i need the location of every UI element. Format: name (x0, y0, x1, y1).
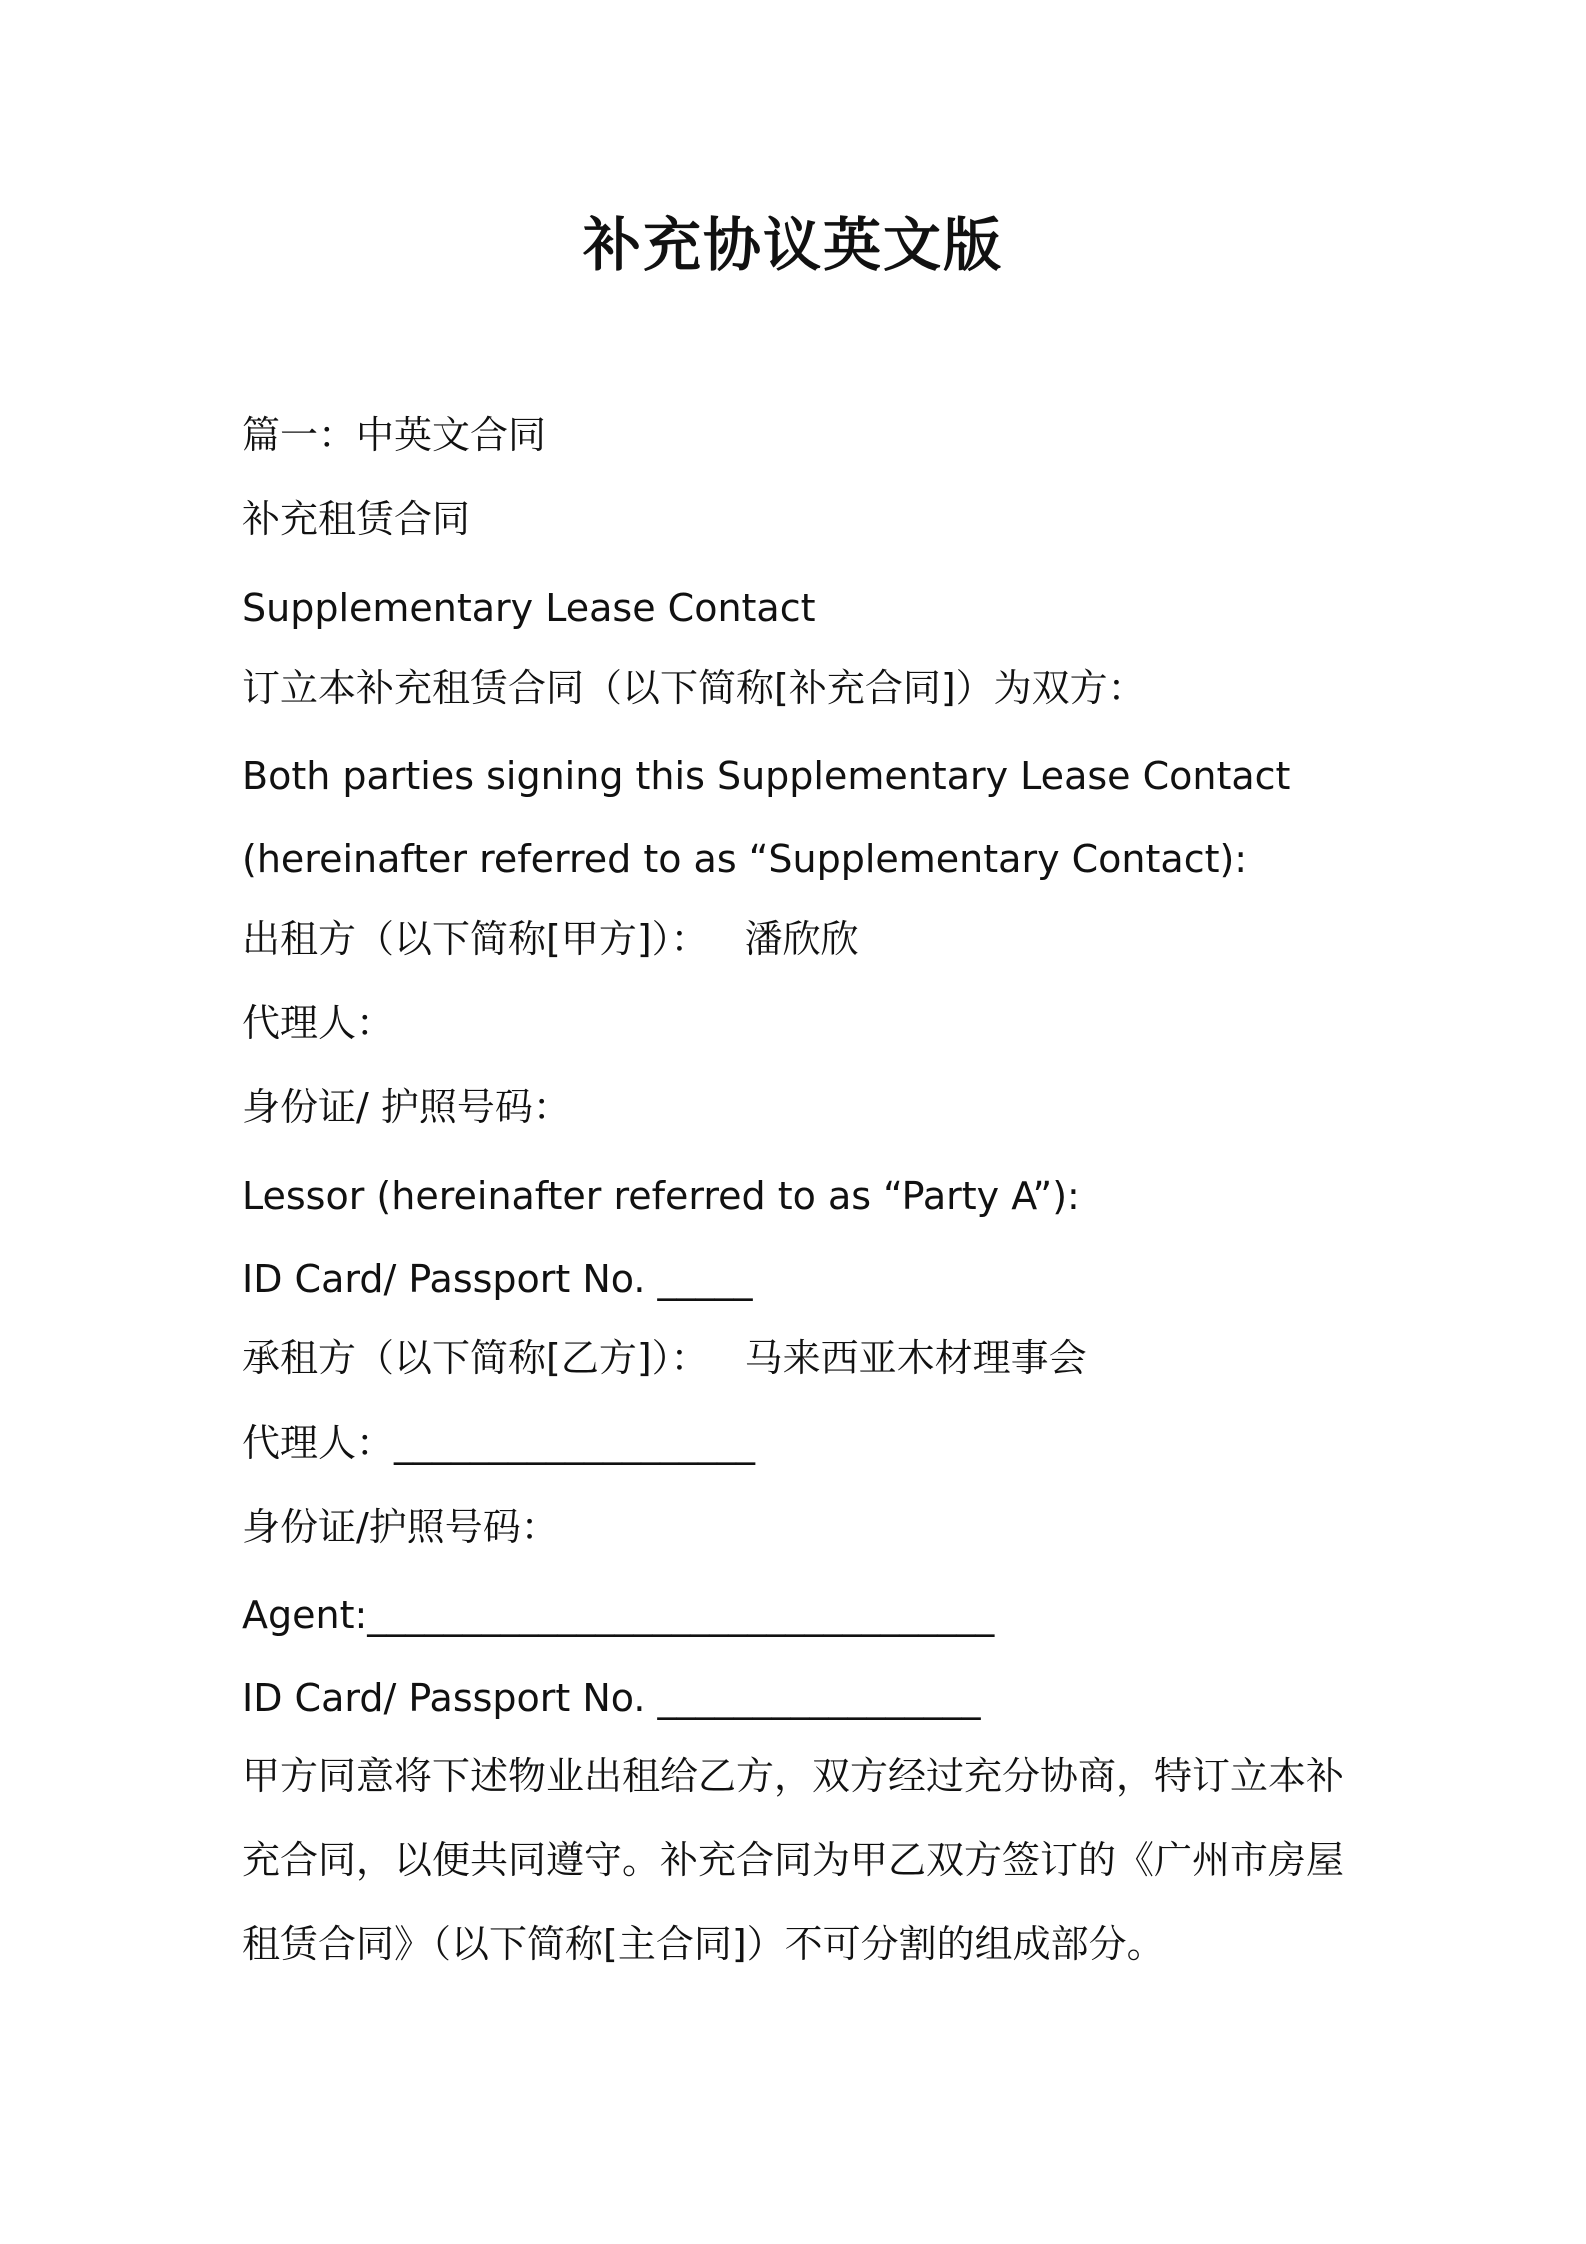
lessor-line (242, 914, 1362, 964)
lessee-id-label-en: ID Card/ Passport No. _________________ (242, 1676, 981, 1720)
lessor-id-label-zh: 身份证/ 护照号码： (242, 1085, 571, 1129)
lessee-line (242, 1333, 1362, 1383)
lessee-agent-label-en: Agent:_________________________________ (242, 1593, 995, 1637)
closing-paragraph: 甲方同意将下述物业出租给乙方，双方经过充分协商，特订立本补充合同，以便共同遵守。补充合同为甲乙双方签订的《广州市房屋租赁合同》（以下简称[主合同]）不可分割的组成部分。 (242, 1754, 1345, 1966)
document-title: 补充协议英文版 (582, 211, 1003, 279)
lessor-agent-label: 代理人： (242, 1001, 395, 1045)
parties-intro-en-1: Both parties signing this Supplementary Lease Contact (242, 754, 1291, 798)
section-heading: 篇一：中英文合同 (242, 413, 547, 457)
lessee-name: 马来西亚木材理事会 (744, 1336, 1087, 1380)
lessor-id-label-en: ID Card/ Passport No. _____ (242, 1257, 753, 1301)
lessor-label: 出租方（以下简称[甲方]）： (242, 917, 709, 961)
contract-title-zh: 补充租赁合同 (242, 497, 471, 541)
lessee-id-label-zh: 身份证/护照号码： (242, 1505, 559, 1549)
contract-title-en: Supplementary Lease Contact (242, 586, 816, 630)
lessor-label-en: Lessor (hereinafter referred to as “Party A”): (242, 1174, 1080, 1218)
lessee-label: 承租方（以下简称[乙方]）： (242, 1336, 709, 1380)
lessor-name: 潘欣欣 (744, 917, 859, 961)
lessee-agent-label: 代理人：___________________ (242, 1421, 756, 1465)
parties-intro-zh: 订立本补充租赁合同（以下简称[补充合同]）为双方： (242, 666, 1146, 710)
parties-intro-en-2: (hereinafter referred to as “Supplementary Contact): (242, 837, 1248, 881)
